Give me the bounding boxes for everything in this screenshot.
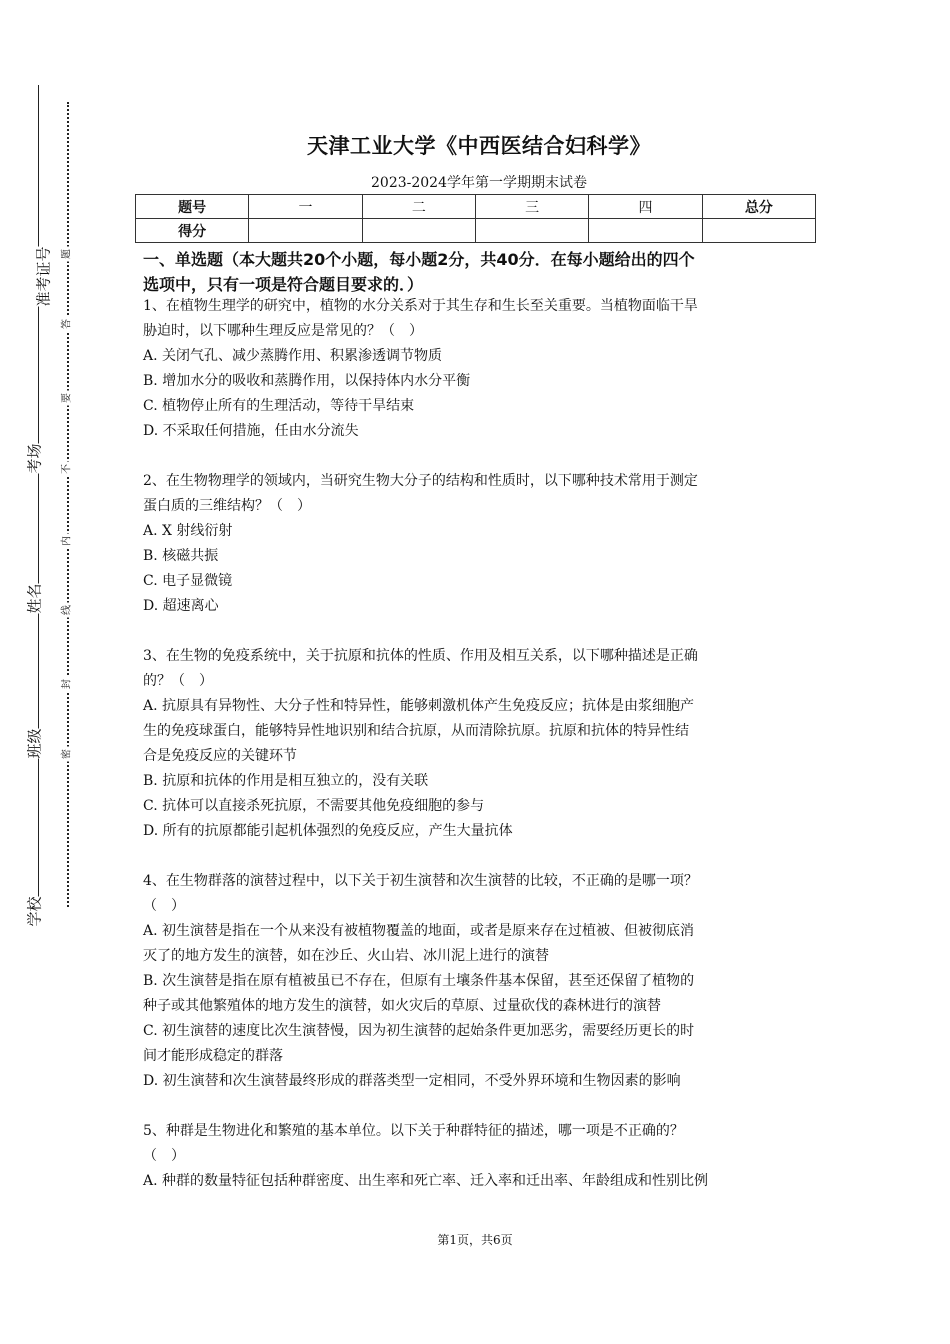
seal-char: 内 <box>62 534 74 549</box>
score-table-header-row <box>136 195 816 219</box>
section-heading <box>143 247 815 297</box>
option-line: D. 初生演替和次生演替最终形成的群落类型一定相同，不受外界环境和生物因素的影响 <box>143 1073 681 1089</box>
seal-char: 题 <box>62 247 74 262</box>
score-input-cell <box>702 219 815 243</box>
question-block <box>143 1119 815 1194</box>
score-input-cell <box>362 219 475 243</box>
option-line: A. X 射线衍射 <box>143 523 233 539</box>
exam-room-label: 考场 <box>25 443 44 474</box>
question-stem-line: 1、在植物生理学的研究中，植物的水分关系对于其生存和生长至关重要。当植物面临干旱 <box>143 298 698 314</box>
option-line: B. 抗原和抗体的作用是相互独立的，没有关联 <box>143 773 429 789</box>
binding-margin <box>0 0 110 1344</box>
seal-char: 答 <box>62 317 74 332</box>
option-line: D. 所有的抗原都能引起机体强烈的免疫反应，产生大量抗体 <box>143 823 513 839</box>
question-block <box>143 644 815 844</box>
question-stem-line: 的？（ ） <box>143 673 213 689</box>
question-stem-line: 3、在生物的免疫系统中，关于抗原和抗体的性质、作用及相互关系，以下哪种描述是正确 <box>143 648 698 664</box>
option-line: C. 初生演替的速度比次生演替慢，因为初生演替的起始条件更加恶劣，需要经历更长的时 <box>143 1023 695 1039</box>
option-line: B. 增加水分的吸收和蒸腾作用，以保持体内水分平衡 <box>143 373 471 389</box>
question-stem-line: 5、种群是生物进化和繁殖的基本单位。以下关于种群特征的描述，哪一项是不正确的？ <box>143 1123 684 1139</box>
option-line: B. 次生演替是指在原有植被虽已不存在，但原有土壤条件基本保留，甚至还保留了植物的 <box>143 973 695 989</box>
option-line: A. 抗原具有异物性、大分子性和特异性，能够刺激机体产生免疫反应；抗体是由浆细胞产 <box>143 698 695 714</box>
option-line: 合是免疫反应的关键环节 <box>143 748 297 764</box>
seal-dotted-line <box>67 102 69 907</box>
page-footer: 第1页，共6页 <box>437 1233 513 1247</box>
option-line: A. 种群的数量特征包括种群密度、出生率和死亡率、迁入率和迁出率、年龄组成和性别比例 <box>143 1173 709 1189</box>
score-table <box>135 194 816 243</box>
score-cell: 得分 <box>136 219 249 243</box>
option-line: 生的免疫球蛋白，能够特异性地识别和结合抗原，从而清除抗原。抗原和抗体的特异性结 <box>143 723 689 739</box>
exam-title: 天津工业大学《中西医结合妇科学》 <box>307 134 651 158</box>
exam-subtitle: 2023-2024学年第一学期期末试卷 <box>371 175 587 191</box>
option-line: 灭了的地方发生的演替，如在沙丘、火山岩、冰川泥上进行的演替 <box>143 948 549 964</box>
option-line: 间才能形成稳定的群落 <box>143 1048 283 1064</box>
question-stem-line: （ ） <box>143 1148 185 1164</box>
option-line: C. 电子显微镜 <box>143 573 233 589</box>
question-stem-line: 蛋白质的三维结构？（ ） <box>143 498 311 514</box>
option-line: D. 不采取任何措施，任由水分流失 <box>143 423 359 439</box>
score-cell: 二 <box>362 195 475 219</box>
score-cell: 四 <box>589 195 702 219</box>
score-input-cell <box>475 219 588 243</box>
score-table-score-row <box>136 219 816 243</box>
question-block <box>143 469 815 619</box>
question-list <box>143 294 815 1219</box>
question-stem-line: 4、在生物群落的演替过程中，以下关于初生演替和次生演替的比较，不正确的是哪一项？ <box>143 873 698 889</box>
seal-char: 密 <box>62 747 74 762</box>
option-line: C. 植物停止所有的生理活动，等待干旱结束 <box>143 398 415 414</box>
option-line: B. 核磁共振 <box>143 548 219 564</box>
school-label: 学校 <box>25 896 44 927</box>
option-line: D. 超速离心 <box>143 598 219 614</box>
seal-char: 封 <box>62 677 74 692</box>
question-block <box>143 869 815 1094</box>
binding-solid-line <box>38 85 39 925</box>
score-input-cell <box>249 219 362 243</box>
score-input-cell <box>589 219 702 243</box>
question-stem-line: 2、在生物物理学的领域内，当研究生物大分子的结构和性质时，以下哪种技术常用于测定 <box>143 473 698 489</box>
class-label: 班级 <box>25 728 44 759</box>
option-line: A. 初生演替是指在一个从来没有被植物覆盖的地面，或者是原来存在过植被、但被彻底消 <box>143 923 695 939</box>
question-block <box>143 294 815 444</box>
seal-char: 不 <box>62 462 74 477</box>
score-cell: 总分 <box>702 195 815 219</box>
score-cell: 一 <box>249 195 362 219</box>
exam-number-label: 准考证号 <box>34 246 53 307</box>
score-cell: 三 <box>475 195 588 219</box>
section-heading-line: 选项中，只有一项是符合题目要求的．） <box>143 275 424 294</box>
section-heading-line: 一、单选题（本大题共20个小题，每小题2分，共40分．在每小题给出的四个 <box>143 250 695 269</box>
option-line: 种子或其他繁殖体的地方发生的演替，如火灾后的草原、过量砍伐的森林进行的演替 <box>143 998 661 1014</box>
option-line: C. 抗体可以直接杀死抗原，不需要其他免疫细胞的参与 <box>143 798 485 814</box>
name-label: 姓名 <box>25 583 44 614</box>
option-line: A. 关闭气孔、减少蒸腾作用、积累渗透调节物质 <box>143 348 443 364</box>
seal-char: 要 <box>62 391 74 406</box>
score-cell: 题号 <box>136 195 249 219</box>
question-stem-line: 胁迫时，以下哪种生理反应是常见的？（ ） <box>143 323 423 339</box>
seal-char: 线 <box>62 603 74 618</box>
question-stem-line: （ ） <box>143 898 185 914</box>
